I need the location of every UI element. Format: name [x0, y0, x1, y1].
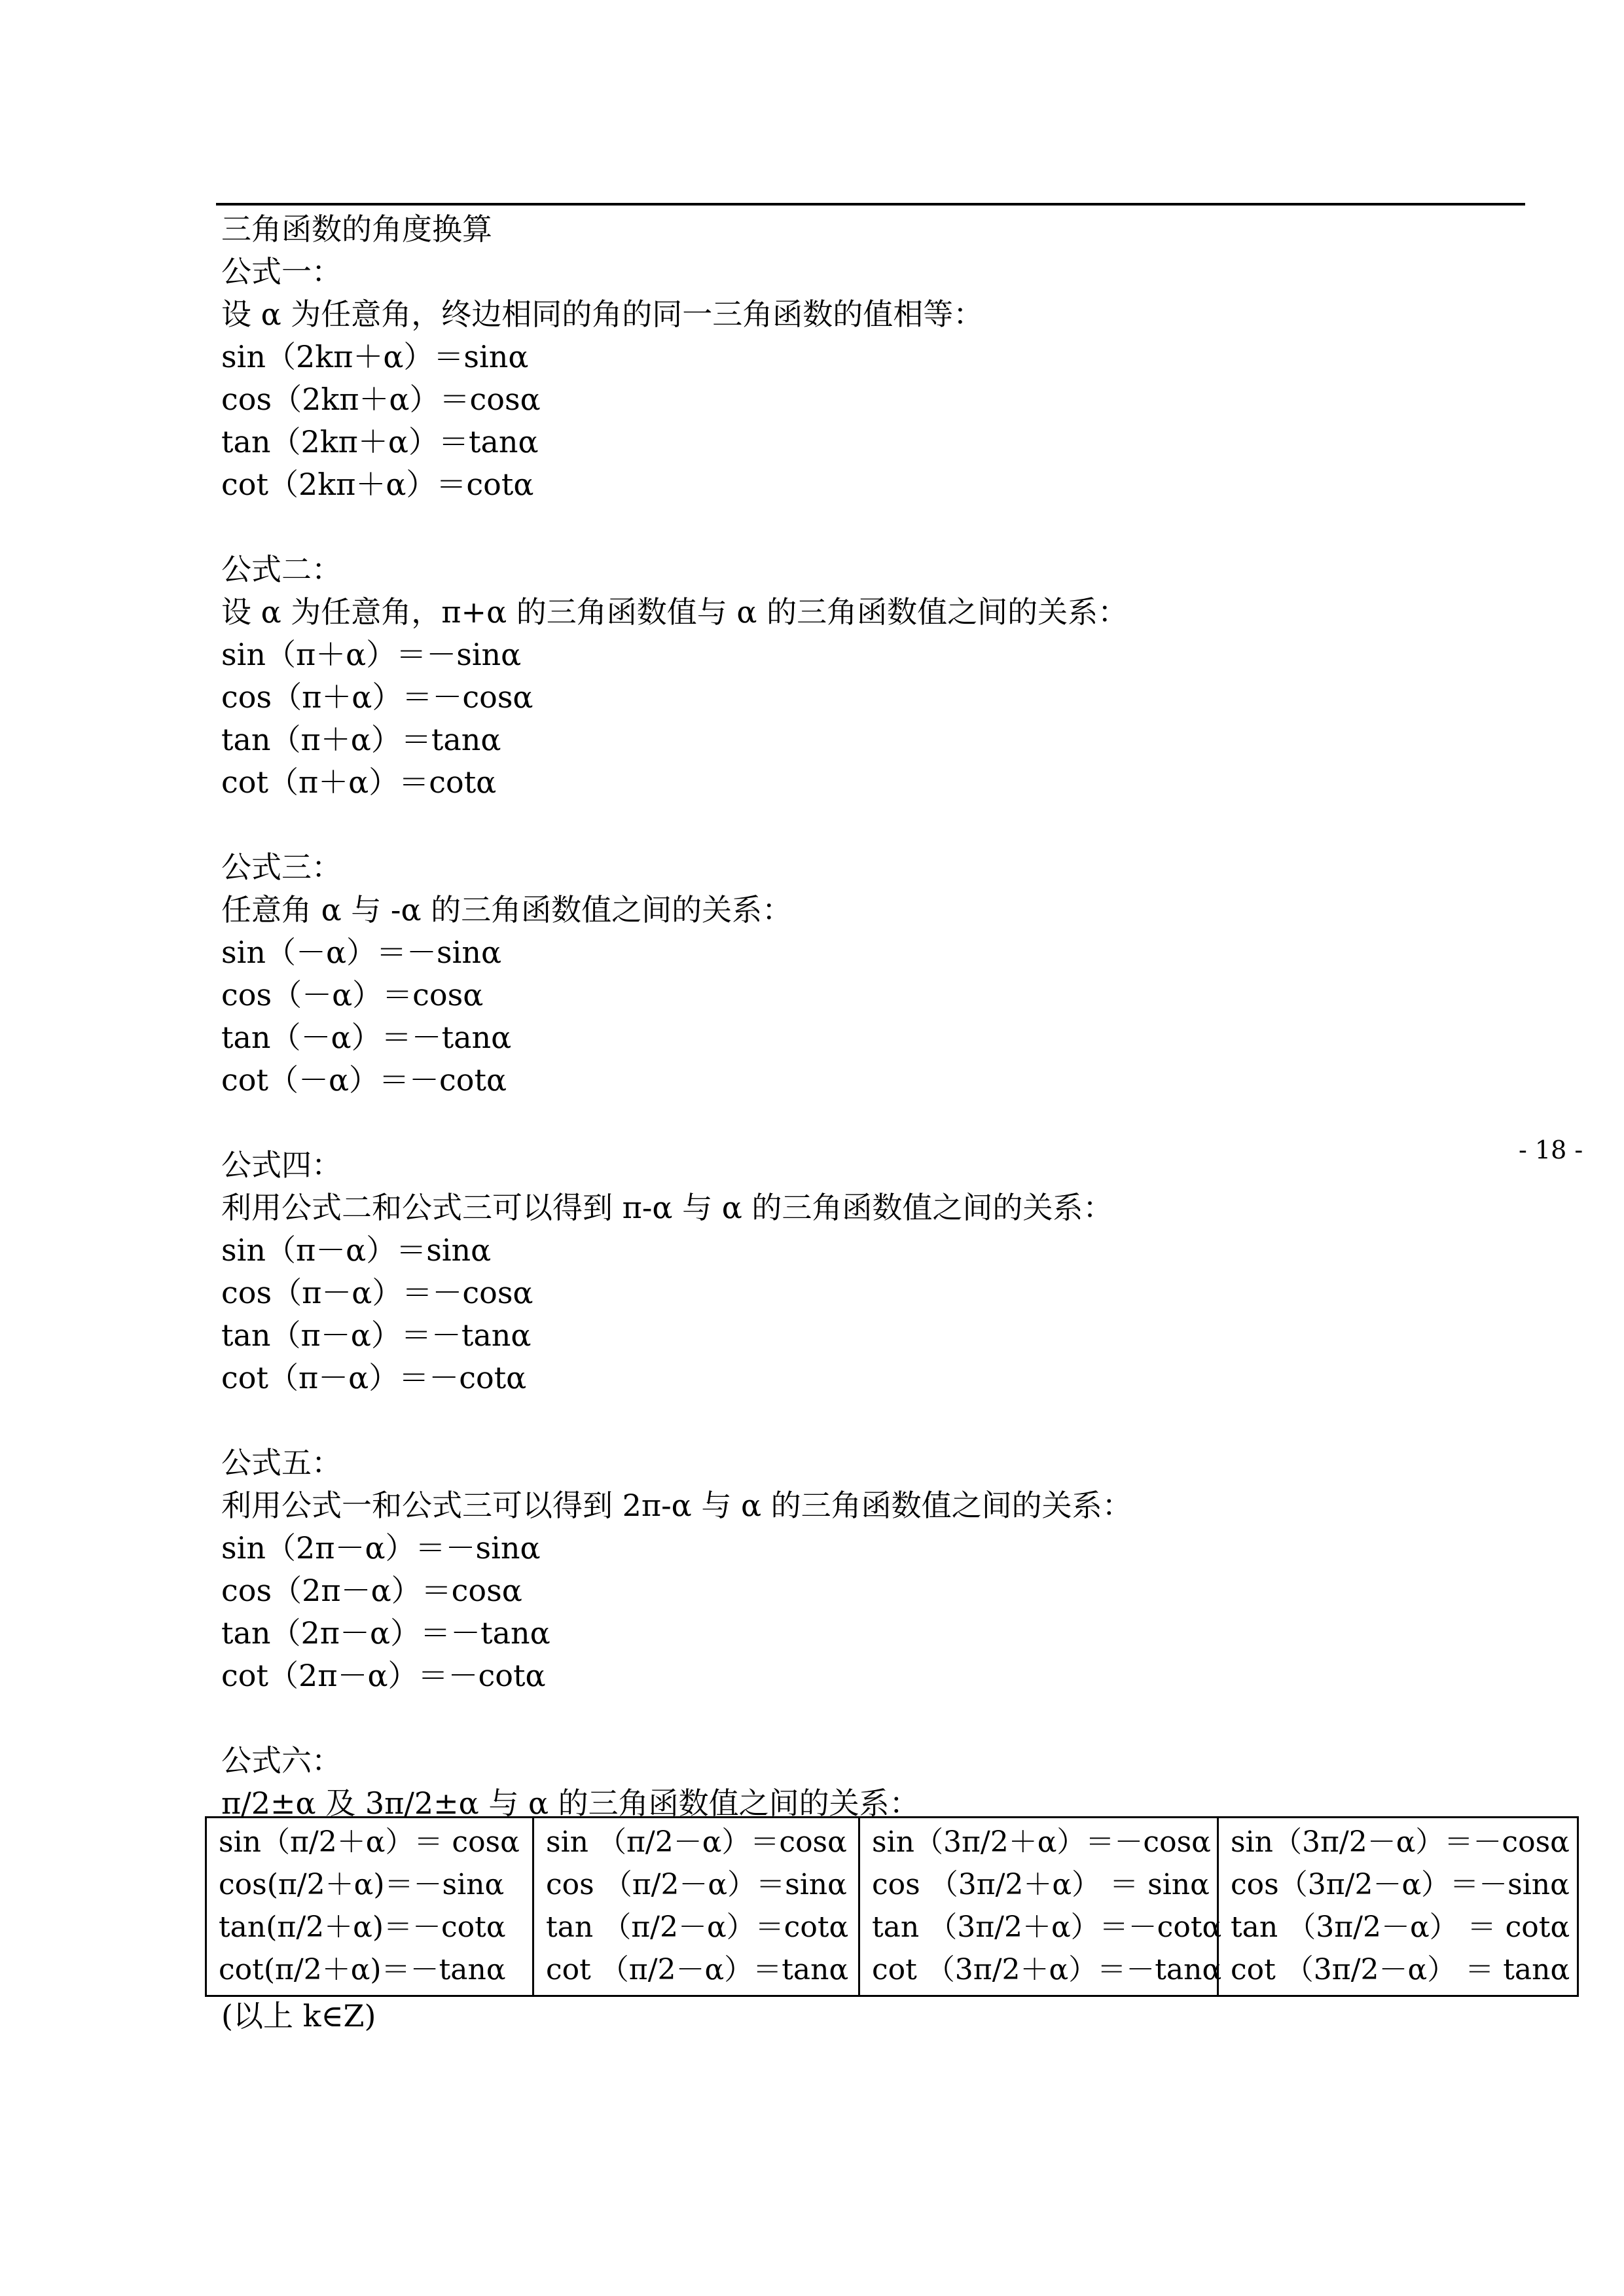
page-number: - 18 -: [1519, 1136, 1583, 1164]
formula-line: cos(π/2＋α)＝－sinα: [219, 1868, 505, 1901]
formula-line: tan（π－α）＝－tanα: [221, 1318, 532, 1353]
table-row: [206, 1818, 1578, 1996]
formula-line: sin（π＋α）＝－sinα: [221, 637, 522, 672]
formula-line: cos （π/2－α）＝sinα: [546, 1868, 847, 1901]
formula-line: sin（3π/2－α）＝－cosα: [1231, 1825, 1570, 1859]
blank-line: [221, 1399, 1583, 1442]
formula-line: cos （3π/2＋α） ＝ sinα: [872, 1868, 1210, 1901]
formula-line: tan（π＋α）＝tanα: [221, 722, 501, 757]
formula-line: cot（2kπ＋α）＝cotα: [221, 467, 534, 502]
formula-line: tan（2π－α）＝－tanα: [221, 1615, 550, 1651]
section-heading: 公式五：: [221, 1445, 342, 1480]
section-heading: 公式一：: [221, 254, 342, 289]
page-title: 三角函数的角度换算: [221, 211, 492, 247]
section-description: 利用公式一和公式三可以得到 2π-α 与 α 的三角函数值之间的关系：: [221, 1488, 1132, 1523]
formula-line: cos（π＋α）＝－cosα: [221, 679, 533, 715]
formula-line: cot（π－α）＝－cotα: [221, 1360, 527, 1395]
formula-line: cos（2π－α）＝cosα: [221, 1573, 522, 1608]
formula-line: cot(π/2＋α)＝－tanα: [219, 1953, 506, 1986]
section-heading: 公式四：: [221, 1147, 342, 1183]
formula-line: cot（π＋α）＝cotα: [221, 764, 497, 800]
formula-line: cos（2kπ＋α）＝cosα: [221, 382, 541, 417]
formula-line: sin（2kπ＋α）＝sinα: [221, 339, 529, 374]
section-description: 利用公式二和公式三可以得到 π-α 与 α 的三角函数值之间的关系：: [221, 1190, 1113, 1225]
table-cell: [533, 1818, 859, 1996]
formula-line: cot（－α）＝－cotα: [221, 1062, 507, 1098]
table-cell: [859, 1818, 1222, 1996]
section-heading: 公式六：: [221, 1743, 342, 1778]
header-rule: [216, 203, 1525, 206]
formula-line: tan（2kπ＋α）＝tanα: [221, 424, 539, 459]
formula-line: tan （3π/2＋α）＝－cotα: [872, 1910, 1222, 1944]
formula-line: sin（π/2＋α）＝ cosα: [219, 1825, 520, 1859]
formula-table: [205, 1816, 1579, 1997]
formula-line: sin （π/2－α）＝cosα: [546, 1825, 847, 1859]
formula-line: sin（π－α）＝sinα: [221, 1232, 492, 1268]
section-description: 任意角 α 与 -α 的三角函数值之间的关系：: [221, 892, 793, 927]
document-body: [221, 208, 1583, 1828]
formula-line: cot （π/2－α）＝tanα: [546, 1953, 849, 1986]
formula-line: cos（3π/2－α）＝－sinα: [1231, 1868, 1570, 1901]
section-description: 设 α 为任意角，π+α 的三角函数值与 α 的三角函数值之间的关系：: [221, 594, 1128, 630]
formula-line: cot （3π/2－α） ＝ tanα: [1231, 1953, 1570, 1986]
section-heading: 公式二：: [221, 552, 342, 587]
section-heading: 公式三：: [221, 850, 342, 885]
formula-line: sin（2π－α）＝－sinα: [221, 1530, 541, 1566]
formula-line: cos（－α）＝cosα: [221, 977, 484, 1013]
formula-line: cot （3π/2＋α）＝－tanα: [872, 1953, 1222, 1986]
blank-line: [221, 506, 1583, 548]
table-cell: [206, 1818, 533, 1996]
formula-line: tan（－α）＝－tanα: [221, 1020, 512, 1055]
blank-line: [221, 804, 1583, 846]
formula-line: cot（2π－α）＝－cotα: [221, 1658, 546, 1693]
formula-line: tan （3π/2－α） ＝ cotα: [1231, 1910, 1570, 1944]
table-cell: [1218, 1818, 1578, 1996]
section-description: π/2±α 及 3π/2±α 与 α 的三角函数值之间的关系：: [221, 1785, 920, 1821]
section-description: 设 α 为任意角，终边相同的角的同一三角函数的值相等：: [221, 296, 984, 332]
formula-line: tan(π/2＋α)＝－cotα: [219, 1910, 506, 1944]
formula-line: sin（3π/2＋α）＝－cosα: [872, 1825, 1211, 1859]
footnote: (以上 k∈Z): [221, 1998, 376, 2034]
formula-line: cos（π－α）＝－cosα: [221, 1275, 533, 1310]
formula-line: tan （π/2－α）＝cotα: [546, 1910, 849, 1944]
formula-line: sin（－α）＝－sinα: [221, 935, 502, 970]
blank-line: [221, 1102, 1583, 1144]
blank-line: [221, 1697, 1583, 1740]
